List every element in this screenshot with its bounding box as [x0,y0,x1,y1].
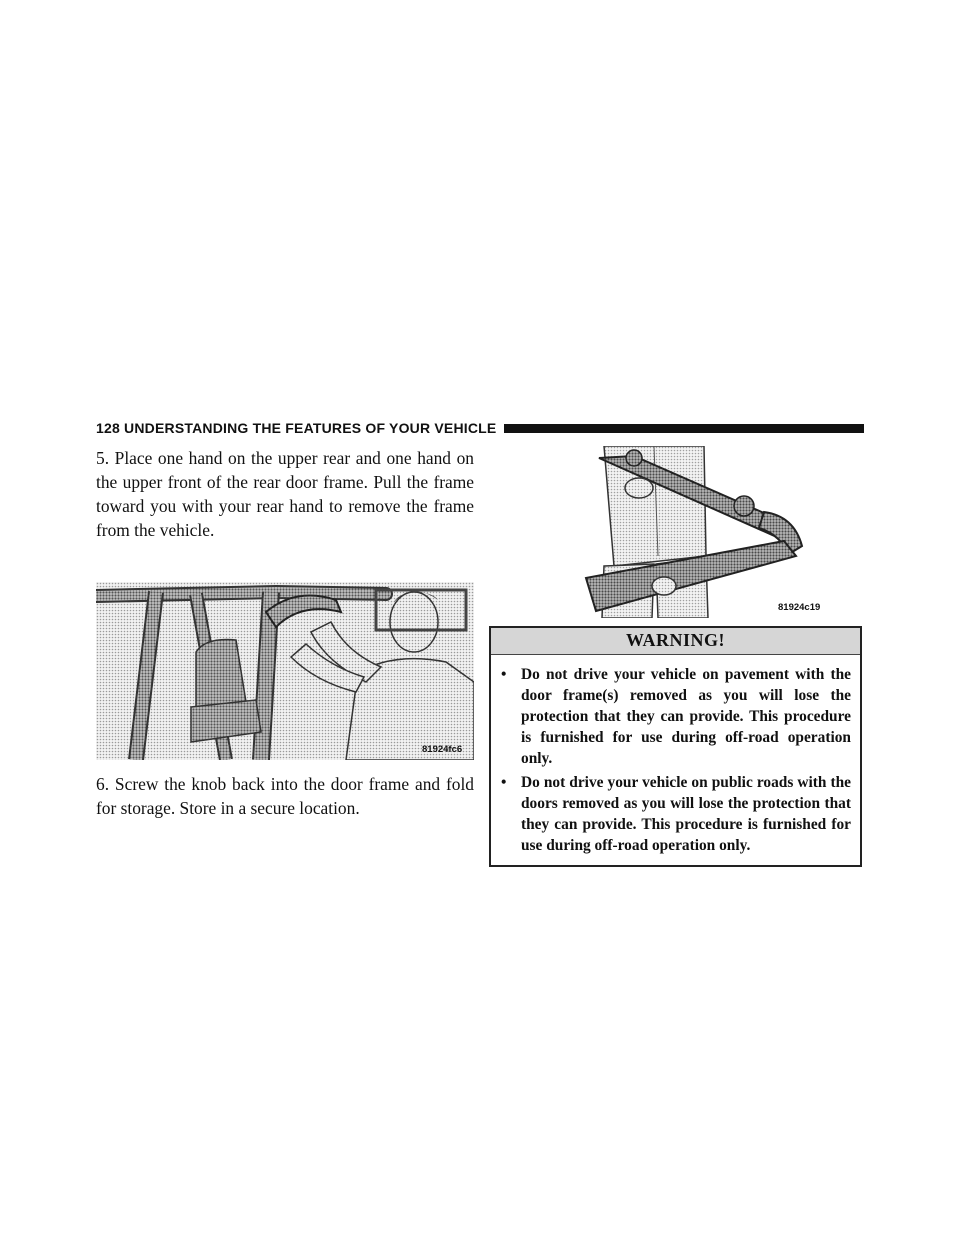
header-rule [504,424,864,433]
warning-item [499,664,851,769]
bullet-icon: • [501,774,507,791]
vehicle-illustration [96,582,474,760]
warning-text: Do not drive your vehicle on pavement with the door frame(s) removed as you will lose the protection that they can provide. This procedure is furnished for use during off-road operation only. [521,666,851,767]
page-header [96,418,864,438]
warning-item [499,772,851,856]
figure-folded-frame [574,446,844,618]
warning-text: Do not drive your vehicle on public roads with the doors removed as you will lose the protection that they can provide. This procedure is furnished for use during off-road operation only. [521,774,851,854]
bullet-icon: • [501,666,507,683]
warning-box [489,626,862,867]
folded-frame-illustration [574,446,844,618]
figure-remove-door-frame [96,582,474,760]
step-6-text: 6. Screw the knob back into the door frame and fold for storage. Store in a secure location. [96,774,474,818]
figure-code-right: 81924c19 [778,602,821,613]
figure-code-left: 81924fc6 [422,744,463,755]
left-column [96,446,474,820]
warning-title: WARNING! [491,628,860,655]
page-header-title: 128 UNDERSTANDING THE FEATURES OF YOUR VEHICLE [96,420,497,436]
warning-list [491,655,860,865]
step-5-text: 5. Place one hand on the upper rear and one hand on the upper front of the rear door frame. Pull the frame toward you with your rear hand to remove the frame from the vehicle. [96,448,474,540]
